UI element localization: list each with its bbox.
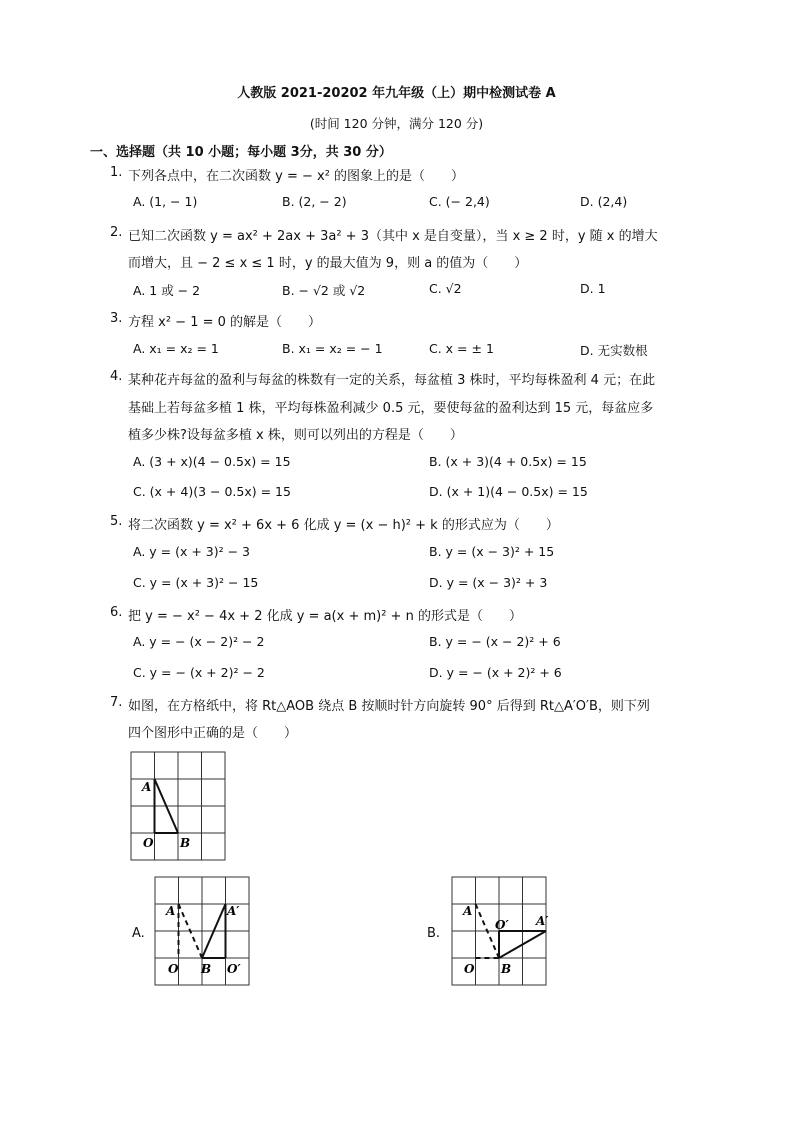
option-a[interactable]: A. y = − (x − 2)² − 2 bbox=[133, 634, 265, 649]
question-number: 5. bbox=[110, 514, 123, 529]
option-a[interactable]: A. x₁ = x₂ = 1 bbox=[133, 341, 219, 356]
point-b-label: B bbox=[180, 836, 191, 850]
question-text: 将二次函数 y = x² + 6x + 6 化成 y = (x − h)² + k 的形式应为（ ） bbox=[128, 518, 559, 533]
exam-subtitle: (时间 120 分钟，满分 120 分) bbox=[309, 116, 484, 131]
point-o-prime-label: O′ bbox=[495, 918, 509, 932]
question-number: 4. bbox=[110, 369, 123, 384]
figure-option-a-label[interactable]: A. bbox=[132, 926, 145, 941]
exam-title: 人教版 2021-20202 年九年级（上）期中检测试卷 A bbox=[237, 86, 556, 101]
question-number: 3. bbox=[110, 311, 123, 326]
option-c[interactable]: C. √2 bbox=[429, 281, 462, 296]
option-b[interactable]: B. x₁ = x₂ = − 1 bbox=[282, 341, 383, 356]
option-c[interactable]: C. x = ± 1 bbox=[429, 341, 494, 356]
option-b[interactable]: B. − √2 或 √2 bbox=[282, 283, 366, 298]
option-b[interactable]: B. y = − (x − 2)² + 6 bbox=[429, 634, 561, 649]
option-d[interactable]: D. 无实数根 bbox=[580, 343, 648, 358]
option-b[interactable]: B. (2, − 2) bbox=[282, 194, 347, 209]
option-c[interactable]: C. y = (x + 3)² − 15 bbox=[133, 575, 259, 590]
question-text-line-2: 基础上若每盆多植 1 株，平均每株盈利减少 0.5 元，要使每盆的盈利达到 15 元，每盆应多 bbox=[128, 401, 654, 416]
option-a[interactable]: A. (3 + x)(4 − 0.5x) = 15 bbox=[133, 454, 291, 469]
figure-option-b[interactable] bbox=[447, 873, 557, 989]
point-b-label: B bbox=[201, 962, 212, 976]
question-text-line-1: 如图，在方格纸中，将 Rt△AOB 绕点 B 按顺时针方向旋转 90° 后得到 Rt△A′O′B，则下列 bbox=[128, 699, 650, 714]
question-text: 方程 x² − 1 = 0 的解是（ ） bbox=[128, 315, 322, 330]
point-a-prime-label: A′ bbox=[227, 904, 240, 918]
option-d[interactable]: D. y = (x − 3)² + 3 bbox=[429, 575, 548, 590]
question-text: 下列各点中，在二次函数 y = − x² 的图象上的是（ ） bbox=[128, 169, 465, 184]
option-d[interactable]: D. y = − (x + 2)² + 6 bbox=[429, 665, 562, 680]
question-text-line-3: 植多少株?设每盆多植 x 株，则可以列出的方程是（ ） bbox=[128, 428, 463, 443]
question-number: 1. bbox=[110, 165, 123, 180]
option-c[interactable]: C. (− 2,4) bbox=[429, 194, 490, 209]
point-a-prime-label: A′ bbox=[536, 914, 549, 928]
option-a[interactable]: A. (1, − 1) bbox=[133, 194, 198, 209]
option-d[interactable]: D. (x + 1)(4 − 0.5x) = 15 bbox=[429, 484, 588, 499]
section-heading: 一、选择题（共 10 小题；每小题 3分，共 30 分） bbox=[90, 145, 392, 160]
option-a[interactable]: A. y = (x + 3)² − 3 bbox=[133, 544, 251, 559]
point-o-label: O bbox=[143, 836, 154, 850]
option-c[interactable]: C. (x + 4)(3 − 0.5x) = 15 bbox=[133, 484, 291, 499]
point-o-label: O bbox=[464, 962, 475, 976]
point-a-label: A bbox=[142, 780, 152, 794]
question-text-line-1: 已知二次函数 y = ax² + 2ax + 3a² + 3（其中 x 是自变量），当 x ≥ 2 时，y 随 x 的增大 bbox=[128, 229, 658, 244]
original-grid-figure bbox=[126, 748, 236, 864]
point-o-prime-label: O′ bbox=[227, 962, 241, 976]
option-b[interactable]: B. y = (x − 3)² + 15 bbox=[429, 544, 555, 559]
point-a-label: A bbox=[463, 904, 473, 918]
point-b-label: B bbox=[501, 962, 512, 976]
option-c[interactable]: C. y = − (x + 2)² − 2 bbox=[133, 665, 265, 680]
question-text-line-1: 某种花卉每盆的盈利与每盆的株数有一定的关系，每盆植 3 株时，平均每株盈利 4 元；在此 bbox=[128, 373, 656, 388]
question-text: 把 y = − x² − 4x + 2 化成 y = a(x + m)² + n 的形式是（ ） bbox=[128, 609, 522, 624]
figure-option-a[interactable] bbox=[150, 873, 255, 989]
question-number: 6. bbox=[110, 605, 123, 620]
question-number: 7. bbox=[110, 695, 123, 710]
option-d[interactable]: D. (2,4) bbox=[580, 194, 628, 209]
figure-option-b-label[interactable]: B. bbox=[427, 926, 441, 941]
option-d[interactable]: D. 1 bbox=[580, 281, 606, 296]
question-text-line-2: 而增大，且 − 2 ≤ x ≤ 1 时，y 的最大值为 9，则 a 的值为（ ） bbox=[128, 256, 528, 271]
option-b[interactable]: B. (x + 3)(4 + 0.5x) = 15 bbox=[429, 454, 587, 469]
point-a-label: A bbox=[166, 904, 176, 918]
question-number: 2. bbox=[110, 225, 123, 240]
question-text-line-2: 四个图形中正确的是（ ） bbox=[128, 726, 298, 741]
point-o-label: O bbox=[168, 962, 179, 976]
option-a[interactable]: A. 1 或 − 2 bbox=[133, 283, 201, 298]
